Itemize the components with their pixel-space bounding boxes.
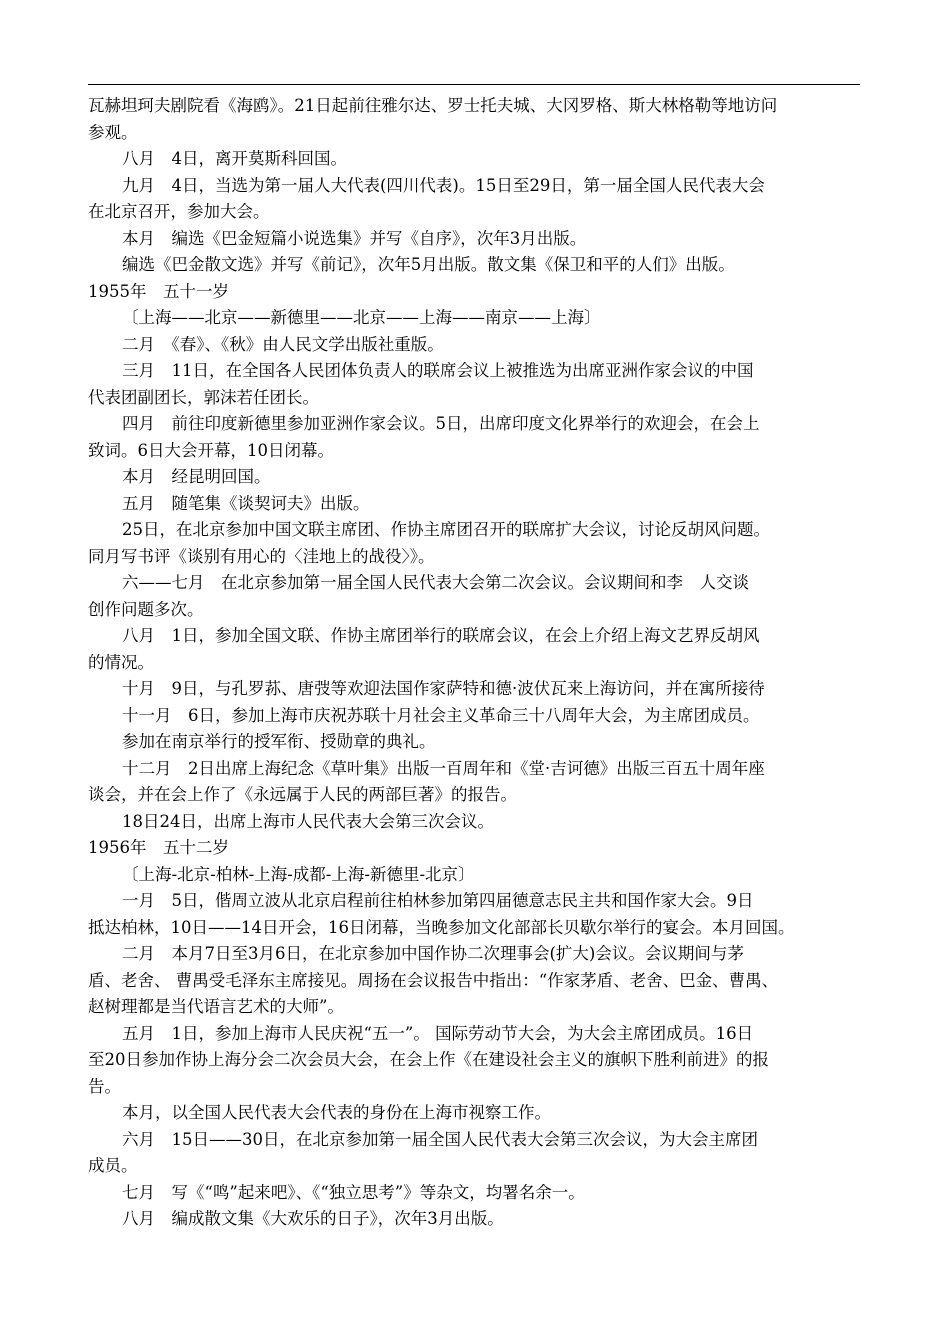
text-line: 三月 11日，在全国各人民团体负责人的联席会议上被推选为出席亚洲作家会议的中国 <box>122 361 754 380</box>
text-line: 告。 <box>88 1076 121 1096</box>
text-line: 十二月 2日出席上海纪念《草叶集》出版一百周年和《堂·吉诃德》出版三百五十周年座 <box>122 758 765 778</box>
text-line: 18日24日，出席上海市人民代表大会第三次会议。 <box>122 811 494 831</box>
text-line: 六月 15日——30日，在北京参加第一届全国人民代表大会第三次会议，为大会主席团 <box>122 1129 758 1149</box>
text-line: 瓦赫坦珂夫剧院看《海鸥》。21日起前往雅尔达、罗士托夫城、大冈罗格、斯大林格勒等地访问 <box>88 96 778 115</box>
text-line: 1955年 五十一岁 <box>88 281 229 301</box>
text-line: 二月 本月7日至3月6日，在北京参加中国作协二次理事会(扩大)会议。会议期间与茅 <box>122 944 744 963</box>
text-line: 本月 编选《巴金短篇小说选集》并写《自序》，次年3月出版。 <box>122 228 587 248</box>
text-line: 〔上海——北京——新德里——北京——上海——南京——上海〕 <box>122 308 601 327</box>
text-line: 抵达柏林，10日——14日开会，16日闭幕，当晚参加文化部部长贝歇尔举行的宴会。本月回国。 <box>88 917 795 937</box>
text-line: 本月 经昆明回国。 <box>122 467 271 486</box>
text-line: 一月 5日，偕周立波从北京启程前往柏林参加第四届德意志民主共和国作家大会。9日 <box>122 891 754 910</box>
text-line: 七月 写《“鸣”起来吧》、《“独立思考”》等杂文，均署名余一。 <box>122 1182 585 1202</box>
text-line: 代表团副团长，郭沫若任团长。 <box>88 387 319 407</box>
text-line: 致词。6日大会开幕，10日闭幕。 <box>88 440 334 460</box>
text-line: 参观。 <box>88 122 138 142</box>
text-line: 六——七月 在北京参加第一届全国人民代表大会第二次会议。会议期间和李 人交谈 <box>122 573 749 592</box>
text-line: 本月，以全国人民代表大会代表的身份在上海市视察工作。 <box>122 1103 551 1122</box>
text-line: 的情况。 <box>88 652 154 672</box>
text-line: 〔上海-北京-柏林-上海-成都-上海-新德里-北京〕 <box>122 864 475 884</box>
text-line: 十一月 6日，参加上海市庆祝苏联十月社会主义革命三十八周年大会，为主席团成员。 <box>122 705 760 725</box>
text-line: 谈会，并在会上作了《永远属于人民的两部巨著》的报告。 <box>88 785 517 804</box>
text-line: 参加在南京举行的授军衔、授勋章的典礼。 <box>122 732 436 751</box>
text-line: 四月 前往印度新德里参加亚洲作家会议。5日，出席印度文化界举行的欢迎会，在会上 <box>122 414 760 433</box>
text-line: 十月 9日，与孔罗荪、唐弢等欢迎法国作家萨特和德·波伏瓦来上海访问，并在寓所接待 <box>122 679 765 698</box>
text-line: 编选《巴金散文选》并写《前记》，次年5月出版。散文集《保卫和平的人们》出版。 <box>122 255 735 274</box>
text-line: 1956年 五十二岁 <box>88 838 229 857</box>
text-line: 九月 4日，当选为第一届人大代表(四川代表)。15日至29日，第一届全国人民代表大会 <box>122 175 765 195</box>
text-line: 创作问题多次。 <box>88 599 204 619</box>
text-line: 五月 随笔集《谈契诃夫》出版。 <box>122 493 370 513</box>
text-line: 八月 编成散文集《大欢乐的日子》，次年3月出版。 <box>122 1209 504 1228</box>
text-line: 成员。 <box>88 1156 138 1175</box>
text-line: 八月 1日，参加全国文联、作协主席团举行的联席会议，在会上介绍上海文艺界反胡风 <box>122 626 760 645</box>
text-line: 同月写书评《谈别有用心的〈洼地上的战役〉》。 <box>88 546 435 566</box>
text-line: 二月 《春》、《秋》由人民文学出版社重版。 <box>122 334 444 354</box>
text-line: 八月 4日，离开莫斯科回国。 <box>122 149 347 168</box>
text-line: 赵树理都是当代语言艺术的大师”。 <box>88 997 344 1016</box>
chronology-text <box>88 93 860 1233</box>
text-line: 五月 1日，参加上海市人民庆祝“五一”。 国际劳动节大会，为大会主席团成员。16日 <box>122 1023 754 1043</box>
text-line: 盾、老舍、 曹禺受毛泽东主席接见。周扬在会议报告中指出：“作家茅盾、老舍、巴金、曹禺、 <box>88 970 779 990</box>
header-rule <box>88 84 860 85</box>
text-line: 在北京召开，参加大会。 <box>88 202 270 221</box>
text-line: 至20日参加作协上海分会二次会员大会，在会上作《在建设社会主义的旗帜下胜利前进》的报 <box>88 1050 769 1069</box>
text-line: 25日，在北京参加中国文联主席团、作协主席团召开的联席扩大会议，讨论反胡风问题。 <box>122 520 770 539</box>
document-page <box>88 84 860 1233</box>
